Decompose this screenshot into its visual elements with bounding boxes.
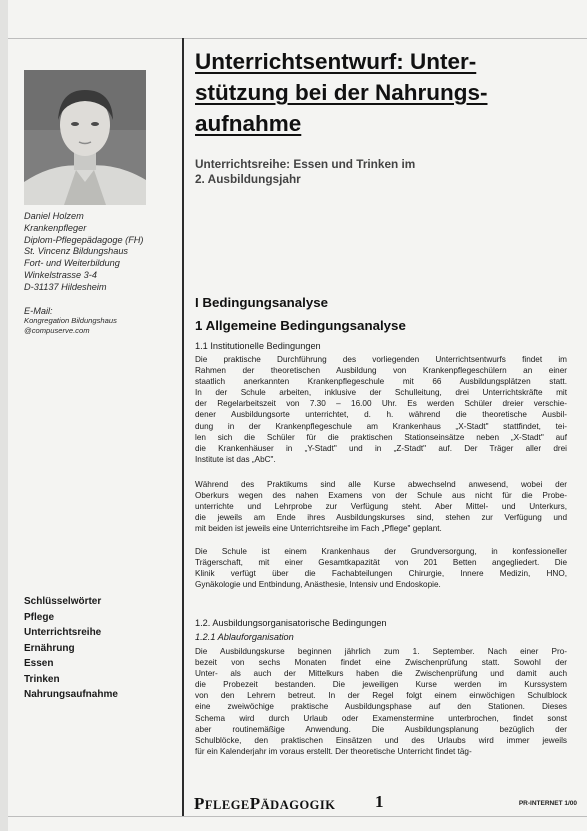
text-line: für ein Kalenderjahr im voraus erstellt. Der theoretische Unterricht findet täg- (195, 746, 472, 756)
text-line: mit beiden ist jeweils eine Unterrichtsreihe im Fach „Pflege" geplant. (195, 524, 442, 534)
section-heading: I Bedingungsanalyse (195, 295, 329, 310)
email-label: E-Mail: (24, 306, 53, 316)
text-line: eine zweiwöchige praktische Ausbildungsphase auf den Stationen. Dieses (195, 702, 567, 712)
text-line: In der Schule arbeiten, inklusive der Schulleitung, drei Unterrichtskräfte mit (195, 388, 567, 398)
title-line: stützung bei der Nahrungs- (195, 80, 488, 105)
email-line-2: @compuserve.com (24, 326, 90, 335)
author-city: D-31137 Hildesheim (24, 281, 107, 292)
text-line: die Probezeit bestanden. Die jeweiligen Kurse werden im Kurssystem (195, 680, 567, 690)
brand-text: ÄDAGOGIK (260, 798, 336, 812)
author-info (24, 211, 179, 294)
text-line: Rahmen der theoretischen Ausbildung von Krankenpflegeschülern an einer (195, 366, 567, 376)
subsubsection-heading: 1.2. Ausbildungsorganisatorische Bedingungen (195, 618, 387, 628)
text-line: die jeweils am Ende ihres Ausbildungskurses sind, stehen zur Verfügung und (195, 513, 567, 523)
keyword-item: Pflege (24, 611, 55, 623)
keyword-heading: Schlüsselwörter (24, 596, 102, 607)
paragraph-institutional (195, 354, 567, 465)
journal-brand (194, 794, 336, 814)
text-line: Unter- als auch der Mittelkurs haben die Zwischenprüfung und damit auch (195, 669, 567, 679)
keyword-item: Nahrungsaufnahme (24, 689, 118, 700)
article-title (195, 46, 575, 139)
author-name: Daniel Holzem (24, 211, 84, 221)
article-subtitle (195, 157, 575, 187)
text-line: Trägerschaft, mit einer Gesamtkapazität von 201 Betten angegliedert. Die (195, 558, 567, 568)
text-line: Die Schule ist einem Krankenhaus der Grundversorgung, in konfessioneller (195, 547, 567, 556)
paragraph-practicum (195, 479, 567, 534)
title-line: aufnahme (195, 111, 302, 136)
text-line: Während des Praktikums sind alle Kurse abwechselnd anwesend, wobei der (195, 480, 567, 489)
text-line: Die praktische Durchführung des vorliegenden Unterrichtsentwurfs findet im (195, 355, 567, 364)
keyword-list (24, 594, 179, 703)
text-line: dener Ausbildungsorte unterrichtet, d. h. während die theoretische Ausbil- (195, 410, 567, 420)
text-line: staatlich anerkannten Krankenpflegeschule mit 66 Ausbildungsplätzen statt. (195, 377, 567, 387)
text-line: Institute ist das „AbC". (195, 454, 276, 464)
text-line: dung in der Krankenpflegeschule am Krankenhaus „X-Stadt" stattfindet, tei- (195, 421, 567, 431)
page-number: 1 (375, 792, 384, 811)
author-department: Fort- und Weiterbildung (24, 258, 120, 269)
column-divider (182, 38, 184, 816)
brand-letter: P (194, 794, 205, 813)
text-line: aber routinemäßige Anwendung. Die Ausbildungsplanung bezüglich der (195, 724, 567, 734)
top-rule (8, 38, 587, 39)
author-email (24, 306, 179, 336)
email-line-1: Kongregation Bildungshaus (24, 316, 117, 325)
keyword-item: Unterrichtsreihe (24, 627, 102, 638)
brand-letter: P (249, 794, 261, 813)
subsection-heading: 1 Allgemeine Bedingungsanalyse (195, 318, 406, 333)
text-line: bezeit von sechs Monaten findet eine Zwischenprüfung statt. Sowohl der (195, 658, 567, 668)
text-line: Schema wird durch Urlaub oder Examenstermine unterbrochen, findet sonst (195, 713, 567, 723)
author-institution: St. Vincenz Bildungshaus (24, 246, 129, 257)
subtitle-line: 2. Ausbildungsjahr (195, 172, 301, 186)
text-line: Gynäkologie und Entbindung, Anästhesie, Intensiv und Endoskopie. (195, 580, 441, 590)
paragraph-schedule (195, 646, 567, 757)
subsubsection-heading: 1.1 Institutionelle Bedingungen (195, 341, 321, 351)
author-profession: Krankenpfleger (24, 222, 87, 233)
text-line: len sich die Schüler für die praktischen Stationseinsätze neben „X-Stadt" auf (195, 432, 567, 442)
keyword-item: Trinken (24, 673, 60, 685)
text-line: die Krankenhäuser in „Y-Stadt" und in „Z-Stadt" auf. Der Träger aller drei (195, 443, 567, 453)
author-degree: Diplom-Pflegepädagoge (FH) (24, 234, 144, 245)
text-line: Klinik verfügt über die Fachabteilungen Chirurgie, Innere Medizin, HNO, (195, 569, 567, 579)
author-photo (24, 70, 146, 205)
title-line: Unterrichtsentwurf: Unter- (195, 49, 477, 74)
text-line: unterrichte und Lehrprobe zur Verfügung steht. Aber Mittel- und Unterkurs, (195, 502, 567, 512)
paragraph-hospital (195, 546, 567, 590)
brand-text: FLEGE (204, 798, 250, 812)
text-line: der Regelarbeitszeit von 7.30 – 16.00 Uhr. Es werden Schüler dreier verschie- (195, 399, 567, 409)
text-line: Schulblöcke, den praktischen Einsätzen und des Urlaubs wird immer jeweils (195, 735, 567, 745)
keyword-item: Ernährung (24, 642, 75, 654)
text-line: von den Lehrern betreut. In der Regel folgt einem einwöchigen Schulblock (195, 691, 567, 701)
page-footer (182, 794, 587, 816)
text-line: Oberkurs wegen des nahen Examens von der Schule aus nicht für die Probe- (195, 491, 567, 501)
minor-heading: 1.2.1 Ablauforganisation (195, 632, 294, 642)
subtitle-line: Unterrichtsreihe: Essen und Trinken im (195, 157, 416, 171)
text-line: Die Ausbildungskurse beginnen jährlich zum 1. September. Nach einer Pro- (195, 647, 567, 656)
bottom-rule (8, 816, 587, 817)
author-street: Winkelstrasse 3-4 (24, 269, 97, 280)
page-edge (0, 0, 8, 831)
issue-label: PR-INTERNET 1/00 (518, 800, 577, 807)
keyword-item: Essen (24, 658, 54, 669)
